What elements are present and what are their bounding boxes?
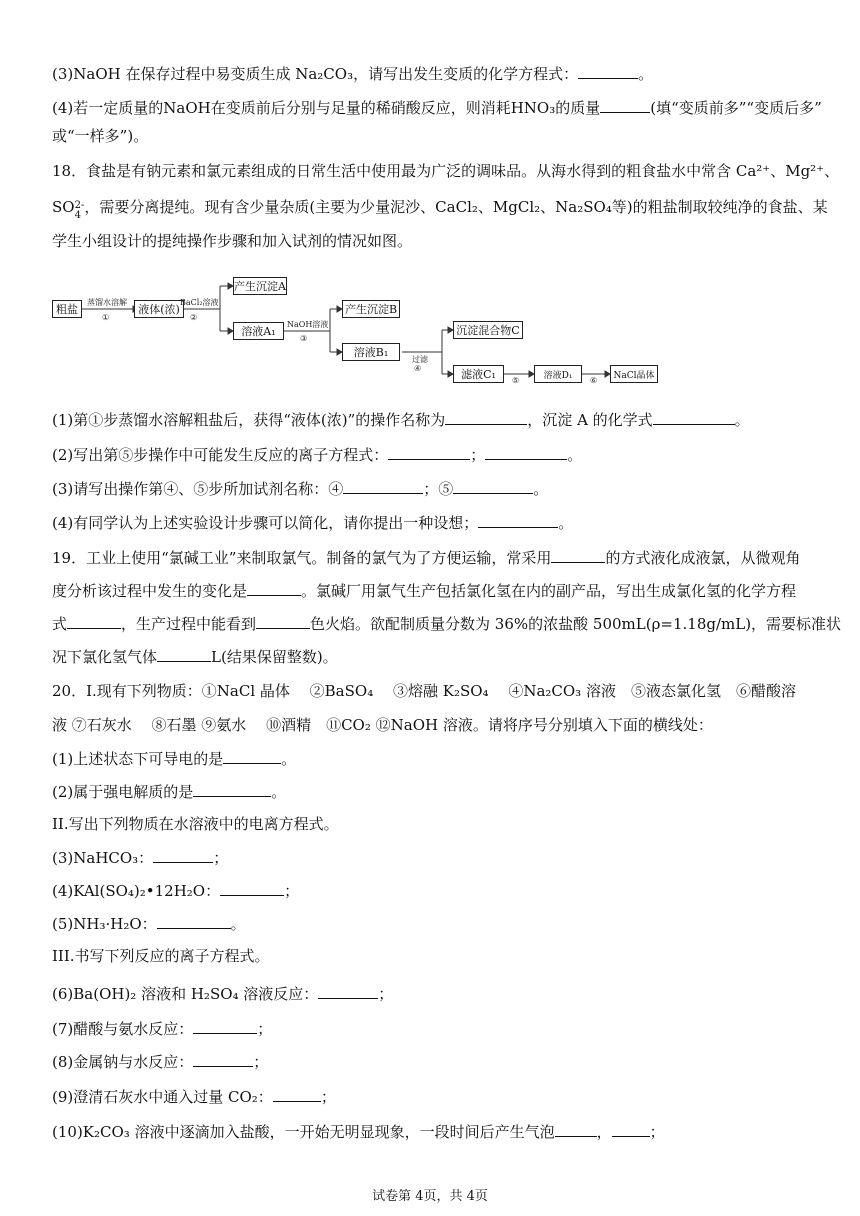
answer-blank[interactable] xyxy=(445,408,527,425)
q18-part4: (4)有同学认为上述实验设计步骤可以简化，请你提出一种设想； 。 xyxy=(52,511,820,534)
q20-part1: (1)上述状态下可导电的是 。 xyxy=(52,747,820,770)
q20-part9: (9)澄清石灰水中通入过量 CO₂： ； xyxy=(52,1085,820,1108)
flow-step1-label: 蒸馏水溶解 xyxy=(87,298,127,307)
answer-blank[interactable] xyxy=(343,477,423,494)
answer-blank[interactable] xyxy=(256,612,310,629)
answer-blank[interactable] xyxy=(220,879,284,896)
answer-blank[interactable] xyxy=(193,1050,253,1067)
answer-blank[interactable] xyxy=(485,443,567,460)
q20-section3-title: III.书写下列反应的离子方程式。 xyxy=(52,947,270,965)
q20-line1: 20．I.现有下列物质：①NaCl 晶体 ②BaSO₄ ③熔融 K₂SO₄ ④Na₂CO₃ 溶液 ⑤液态氯化氢 ⑥醋酸溶 xyxy=(52,682,796,700)
answer-blank[interactable] xyxy=(555,1120,597,1137)
flow-box-solution-a1: 溶液A₁ xyxy=(233,322,284,340)
q20-part5: (5)NH₃·H₂O： 。 xyxy=(52,912,820,935)
q20-part7: (7)醋酸与氨水反应： ； xyxy=(52,1017,820,1040)
flow-step3-number: ③ xyxy=(300,334,308,343)
q18-part1: (1)第①步蒸馏水溶解粗盐后，获得“液体(浓)”的操作名称为 ，沉淀 A 的化学式 。 xyxy=(52,408,820,431)
flow-step6-number: ⑥ xyxy=(590,376,598,385)
q18-intro-line2: SO2- 4 ，需要分离提纯。现有含少量杂质(主要为少量泥沙、CaCl₂、MgCl₂、Na₂SO₄等)的粗盐制取较纯净的食盐、某 xyxy=(52,198,828,221)
flow-box-precipitate-b: 产生沉淀B xyxy=(342,300,400,318)
flow-step1-number: ① xyxy=(102,313,110,322)
q20-part8: (8)金属钠与水反应： ； xyxy=(52,1050,820,1073)
flow-box-liquid: 液体(浓) xyxy=(134,300,184,318)
flow-box-crude-salt: 粗盐 xyxy=(52,300,82,318)
answer-blank[interactable] xyxy=(223,747,281,764)
q17-part4: (4)若一定质量的NaOH在变质前后分别与足量的稀硝酸反应，则消耗HNO₃的质量 (填“变质前多”“变质后多” xyxy=(52,96,820,119)
flow-box-solution-b1: 溶液B₁ xyxy=(342,343,400,361)
answer-blank[interactable] xyxy=(478,511,558,528)
answer-blank[interactable] xyxy=(653,408,735,425)
q20-part4: (4)KAl(SO₄)₂•12H₂O： ； xyxy=(52,879,820,902)
answer-blank[interactable] xyxy=(193,780,271,797)
q19-line2: 度分析该过程中发生的变化是 。氯碱厂用氯气生产包括氯化氢在内的副产品，写出生成氯化氢的化学方程 xyxy=(52,579,820,602)
answer-blank[interactable] xyxy=(273,1085,321,1102)
q17-part3: (3)NaOH 在保存过程中易变质生成 Na₂CO₃，请写出发生变质的化学方程式： 。 xyxy=(52,62,820,85)
answer-blank[interactable] xyxy=(247,579,301,596)
answer-blank[interactable] xyxy=(453,477,533,494)
q20-section2-title: II.写出下列物质在水溶液中的电离方程式。 xyxy=(52,815,339,833)
answer-blank[interactable] xyxy=(612,1120,650,1137)
flow-box-filtrate-c1: 滤液C₁ xyxy=(453,365,504,383)
answer-blank[interactable] xyxy=(157,912,231,929)
q20-line2: 液 ⑦石灰水 ⑧石墨 ⑨氨水 ⑩酒精 ⑪CO₂ ⑫NaOH 溶液。请将序号分别填入下面的横线处： xyxy=(52,716,713,734)
page-footer: 试卷第 4页，共 4页 xyxy=(372,1189,488,1204)
q18-part2: (2)写出第⑤步操作中可能发生反应的离子方程式： ； 。 xyxy=(52,443,820,466)
q20-part2: (2)属于强电解质的是 。 xyxy=(52,780,820,803)
flow-step2-label: BaCl₂溶液 xyxy=(180,298,219,307)
q20-part3: (3)NaHCO₃： ； xyxy=(52,846,820,869)
flow-step5-number: ⑤ xyxy=(512,376,520,385)
flow-step4-number: ④ xyxy=(414,364,422,373)
flow-step4-label: 过滤 xyxy=(412,355,428,364)
flow-step2-number: ② xyxy=(190,313,198,322)
answer-blank[interactable] xyxy=(193,1017,257,1034)
answer-blank[interactable] xyxy=(600,96,650,113)
q20-part10: (10)K₂CO₃ 溶液中逐滴加入盐酸，一开始无明显现象，一段时间后产生气泡 ， ； xyxy=(52,1120,820,1143)
q18-intro-line1: 18．食盐是有钠元素和氯元素组成的日常生活中使用最为广泛的调味品。从海水得到的粗食盐水中常含 Ca²⁺、Mg²⁺、 xyxy=(52,162,840,180)
flow-box-nacl-crystal: NaCl晶体 xyxy=(610,365,658,383)
flow-step3-label: NaOH溶液 xyxy=(287,320,329,329)
sulfate-charge: 2- 4 xyxy=(74,200,85,221)
flow-box-solution-d1: 溶液D₁ xyxy=(534,365,582,383)
answer-blank[interactable] xyxy=(388,443,470,460)
answer-blank[interactable] xyxy=(157,645,211,662)
q18-part3: (3)请写出操作第④、⑤步所加试剂名称：④ ；⑤ 。 xyxy=(52,477,820,500)
q19-line1: 19．工业上使用“氯碱工业”来制取氯气。制备的氯气为了方便运输，常采用 的方式液化成液氯，从微观角 xyxy=(52,546,820,569)
answer-blank[interactable] xyxy=(67,612,121,629)
q17-part4-cont: 或“一样多”)。 xyxy=(52,127,149,145)
flow-box-precipitate-mixture-c: 沉淀混合物C xyxy=(453,321,523,339)
q19-line3: 式 ，生产过程中能看到 色火焰。欲配制质量分数为 36%的浓盐酸 500mL(ρ=1.18g/mL)，需要标准状 xyxy=(52,612,820,635)
q18-intro-line3: 学生小组设计的提纯操作步骤和加入试剂的情况如图。 xyxy=(52,232,413,250)
answer-blank[interactable] xyxy=(153,846,213,863)
answer-blank[interactable] xyxy=(578,62,638,79)
answer-blank[interactable] xyxy=(318,982,378,999)
answer-blank[interactable] xyxy=(551,546,605,563)
q20-part6: (6)Ba(OH)₂ 溶液和 H₂SO₄ 溶液反应： ； xyxy=(52,982,820,1005)
q19-line4: 况下氯化氢气体 L(结果保留整数)。 xyxy=(52,645,820,668)
flow-box-precipitate-a: 产生沉淀A xyxy=(233,277,287,295)
